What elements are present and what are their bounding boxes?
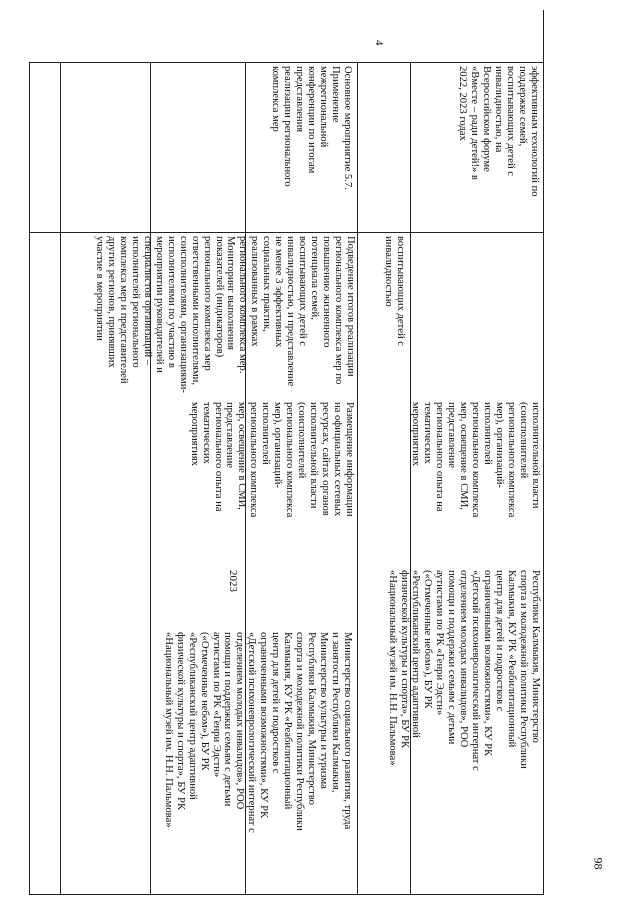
col-sep-4 — [150, 62, 151, 895]
table-border-bottom — [29, 894, 544, 895]
row1-activity: эффективным технологий по поддержке семей, воспитывающих детей с инвалидностью, на Всероссийском форуме «Вместе – ради детей!» в 2022, 2023 годах — [457, 66, 540, 197]
page-number: 98 — [591, 857, 606, 870]
col-sep-5 — [60, 62, 61, 895]
row2-result: Размещение информации на официальных сетевых ресурсах, сайтах органов исполнительной власти (соисполнителей регионального комплекса мер), организаций- исполнителей регионального комплекса мер, освещение в СМИ, представление регионального опыта на тематических мероприятиях — [188, 402, 355, 518]
row1-description: воспитывающих детей с инвалидностью — [383, 236, 406, 346]
table-border-right — [543, 10, 544, 895]
row2-executors: Министерство социального развития, труда и занятости Республики Калмыкия, Министерство культуры и туризма Республики Калмыкия, Министерство спорта и молодежной политики Республики Калмыкия, КУ РК «Реабилитационный центр для детей и подростков с ограниченными возможностями», КУ РК «Детский психоневрологический интернат с отделением молодых инвалидов», РОО помощи и поддержки семьям с детьми аутистами по РК «Генри Эдстн» («Отмеченные небом»), БУ РК «Республиканский центр адаптивной физической культуры и спорта», БУ РК «Национальный музей им. Н.Н. Пальмова» — [162, 632, 353, 833]
row2-activity: Основное мероприятие 5.7. Применение межрегиональной конференции по итогам представления реализации регионального комплекса мер — [270, 66, 353, 190]
row1-result: исполнительной власти (соисполнителей регионального комплекса мер), организаций- исполнителей регионального комплекса мер, освещение в СМИ, представление регионального опыта на тематических мероприятиях — [410, 402, 541, 518]
table-border-left — [29, 62, 30, 895]
row2-description: Подведение итогов реализации регионального комплекса мер по повышению жизненного потенциала семей, воспитывающих детей с инвалидностью, и представление не менее 3 эффективных социальных практик, реализованных в рамках регионального комплекса мер. Мониторинг выполнения показателей (индикаторов) регионального комплекса мер ответственными исполнителями, соисполнителями, организациями- исполнителями по участию в мероприятии руководителей и специалистов организаций – исполнителей регионального комплекса мер и представителей других регионов, принявших участие в мероприятии — [93, 236, 356, 393]
row1-executors: Республики Калмыкия, Министерство спорта и молодежной политики Республики Калмыкия, КУ РК «Реабилитационный центр для детей и подростков с ограниченными возможностями», КУ РК «Детский психоневрологический интернат с отделением молодых инвалидов», РОО помощи и поддержки семьям с детьми аутистами по РК «Генри Эдстн» («Отмеченные небом»), БУ РК «Республиканский центр адаптивной физической культуры и спорта», БУ РК «Национальный музей им. Н.Н. Пальмова» — [386, 570, 541, 771]
row2-year: 2023 — [227, 570, 239, 592]
row-separator — [29, 232, 544, 233]
table-border-top-edge — [29, 62, 544, 63]
row2-number: 4 — [373, 40, 385, 46]
